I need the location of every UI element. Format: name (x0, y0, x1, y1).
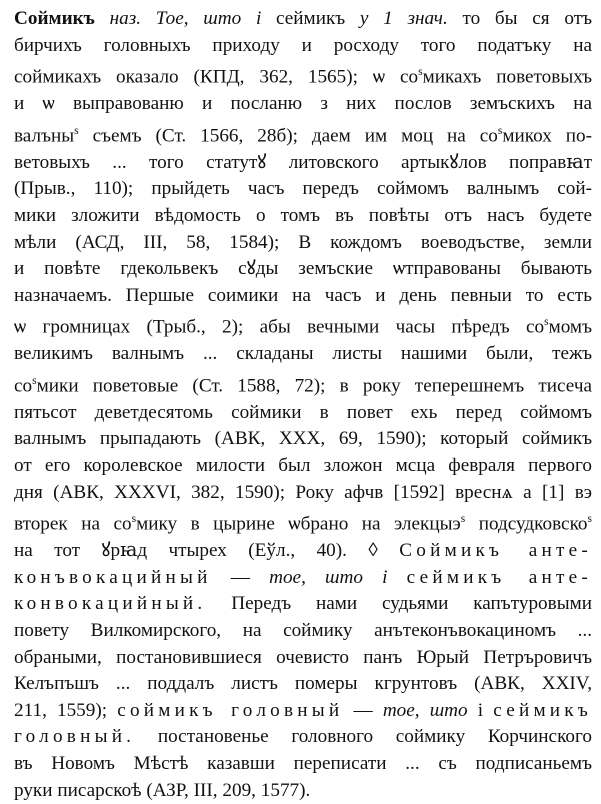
entry-text: соймикахъ оказало (КПД, 362, 1565); ѡ со (14, 66, 419, 88)
entry-line (14, 538, 592, 565)
entry-line (14, 368, 592, 400)
entry-line (14, 426, 592, 453)
entry-text: — (211, 566, 270, 588)
entry-line (14, 671, 592, 698)
entry-line (14, 618, 592, 645)
entry-text: мики поветовые (Ст. 1588, 72); в року теперешнемъ тисеча (36, 375, 592, 397)
entry-text: сеймикъ (261, 8, 360, 29)
entry-text: мѣли (АСД, III, 58, 1584); В кождомъ воеводъстве, земли (14, 231, 592, 253)
spaced-phrase: сеймикъ (493, 699, 592, 721)
superscript-mark: s (587, 513, 593, 526)
spaced-phrase: конъвокацийный (14, 566, 212, 588)
entry-text: ѡ громницах (Трыб., 2); абы вечными часы пѣредъ со (14, 316, 545, 338)
entry-text: 211, 1559); (14, 699, 118, 721)
entry-line (14, 480, 592, 507)
entry-text: руки писарскоѣ (АЗР, III, 209, 1577). (14, 779, 311, 801)
superscript-mark: s (460, 513, 466, 526)
entry-text: бирчихъ головныхъ приходу и росходу того податъку на (14, 34, 592, 56)
spaced-phrase: конвокацийный. (14, 593, 207, 615)
entry-text: Передъ нами судьями капътуровыми (206, 593, 592, 615)
definition-text: тое, што і (269, 566, 388, 588)
entry-text: подсудковско (465, 513, 588, 535)
entry-line (14, 698, 592, 725)
entry-text: постановенье головного соймику Корчинского (135, 726, 592, 748)
entry-text: мику в цырине ѡбрано на элекцыэ (136, 513, 461, 535)
entry-line (14, 203, 592, 230)
entry-line (14, 256, 592, 283)
entry-line (14, 33, 592, 60)
entry-text: то бы ся отъ (447, 8, 592, 29)
entry-text: со (14, 375, 33, 397)
superscript-mark: s (497, 124, 503, 137)
entry-text: и повѣте гдекольвекъ сꙋды земъские ѡтправованы бывають (14, 258, 592, 280)
entry-line (14, 91, 592, 118)
entry-line (14, 506, 592, 538)
headword-line (14, 6, 592, 33)
entry-text: от его королевское милости был зложон мсца февраля первого (14, 455, 592, 477)
definition-text: тое, што (382, 699, 468, 721)
entry-line (14, 230, 592, 257)
entry-line (14, 778, 592, 804)
entry-text (95, 8, 110, 29)
entry-line (14, 751, 592, 778)
entry-line (14, 591, 592, 618)
entry-text: валнымъ прыпадають (АВК, XXX, 69, 1590); который соймикъ (14, 428, 592, 450)
entry-text: съемъ (Ст. 1566, 28б); даем им моц на со (78, 125, 498, 147)
entry-line (14, 400, 592, 427)
superscript-mark: s (418, 66, 423, 79)
superscript-mark: s (32, 374, 37, 387)
entry-line (14, 724, 592, 751)
entry-text: великимъ валнымъ ... складаны листы нашими были, тежъ (14, 343, 592, 365)
entry-text: Келъпъшъ ... поддалъ листъ померы кгрунтовъ (АВК, XXIV, (14, 673, 592, 695)
entry-text: — (343, 699, 383, 721)
entry-line (14, 150, 592, 177)
definition-text: наз. Тое, што і (109, 8, 262, 29)
superscript-mark: s (544, 316, 549, 329)
superscript-mark: s (74, 124, 79, 137)
entry-line (14, 341, 592, 368)
entry-text: микох по- (502, 125, 592, 147)
entry-text: момъ (548, 316, 592, 338)
entry-text: въ Новомъ Мѣстѣ казавши переписати ... съ подписаньемъ (14, 752, 592, 774)
entry-text: повету Вилкомирского, на соймику анътеконъвокациномъ ... (14, 620, 592, 642)
spaced-phrase: головный. (14, 726, 136, 748)
entry-text: обраными, постановившиеся очевисто панъ Юрый Петръровичъ (14, 646, 592, 668)
entry-text: дня (АВК, XXXVI, 382, 1590); Року афчв [1592] вреснѧ а [1] вэ (14, 481, 592, 503)
entry-line (14, 283, 592, 310)
entry-line (14, 309, 592, 341)
entry-text: на тот ꙋрꙗд чтырех (Еўл., 40). ◊ (14, 540, 400, 562)
entry-line (14, 453, 592, 480)
entry-text: і (467, 699, 494, 721)
entry-line (14, 565, 592, 592)
dictionary-entry (14, 6, 592, 804)
entry-line (14, 176, 592, 203)
entry-text: валъны (14, 125, 75, 147)
superscript-mark: s (131, 513, 137, 526)
entry-text: мики зложити вѣдомость о томъ въ повѣты отъ насъ будете (14, 204, 592, 226)
entry-text: вторек на со (14, 513, 132, 535)
spaced-phrase: сеймикъ анте- (406, 566, 593, 588)
entry-text: ветовыхъ ... того статутꙋ литовского артыкꙋлов поправꙗт (14, 151, 592, 173)
entry-text: и ѡ выправованю и посланю з них послов земъскихъ на (14, 93, 592, 115)
spaced-phrase: Соймикъ анте- (399, 540, 592, 562)
definition-text: у 1 знач. (359, 8, 448, 29)
entry-text: пятьсот деветдесятомь соймики в повет ехь перед соймомъ (14, 401, 592, 423)
entry-line (14, 645, 592, 672)
entry-text: (Прыв., 110); прыйдеть часъ передъ соймомъ валнымъ сой- (14, 178, 592, 200)
entry-line (14, 118, 592, 150)
entry-line (14, 59, 592, 91)
spaced-phrase: соймикъ головный (117, 699, 344, 721)
entry-text: микахъ поветовыхъ (422, 66, 593, 88)
entry-text (387, 567, 406, 588)
entry-text: назначаемъ. Першые соимики на часъ и день певныи то есть (14, 284, 592, 306)
headword: Соймикъ (14, 8, 95, 29)
